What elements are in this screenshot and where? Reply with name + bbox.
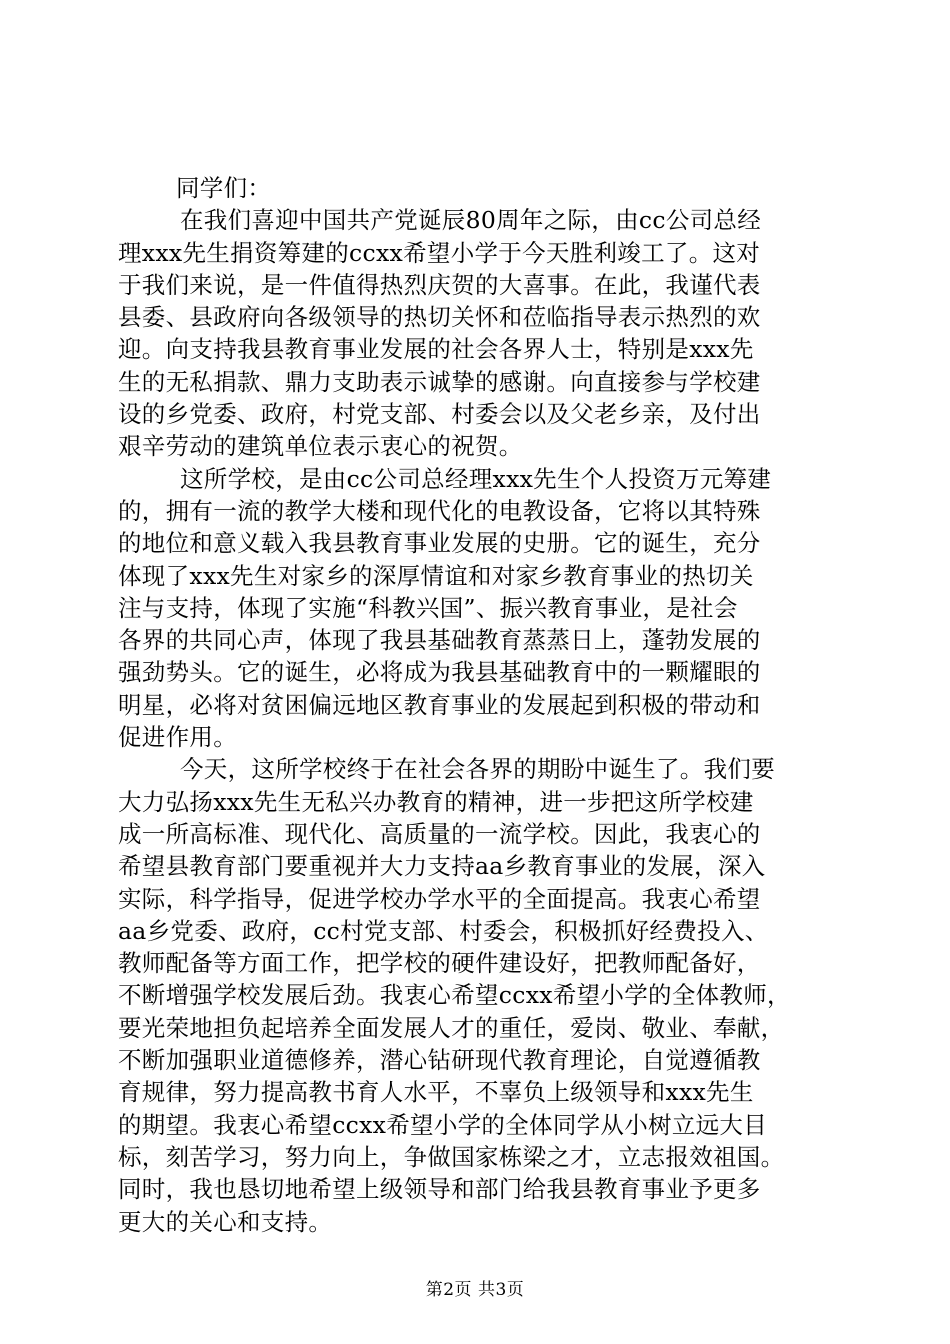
- paragraph-3-line-1: 今天，这所学校终于在社会各界的期盼中诞生了。我们要: [180, 755, 775, 784]
- paragraph-3-line-8: 不断增强学校发展后劲。我衷心希望ccxx希望小学的全体教师，: [118, 981, 791, 1010]
- paragraph-1-line-2: 理xxx先生捐资筹建的ccxx希望小学于今天胜利竣工了。这对: [118, 238, 761, 267]
- paragraph-3-line-12: 的期望。我衷心希望ccxx希望小学的全体同学从小树立远大目: [118, 1110, 768, 1139]
- paragraph-2-line-2: 的，拥有一流的教学大楼和现代化的电教设备，它将以其特殊: [118, 496, 761, 525]
- paragraph-1-line-6: 生的无私捐款、鼎力支助表示诚挚的感谢。向直接参与学校建: [118, 367, 761, 396]
- paragraph-3-line-5: 实际，科学指导，促进学校办学水平的全面提高。我衷心希望: [118, 884, 761, 913]
- paragraph-3-line-13: 标，刻苦学习，努力向上，争做国家栋梁之才，立志报效祖国。: [118, 1142, 785, 1171]
- paragraph-2-line-3: 的地位和意义载入我县教育事业发展的史册。它的诞生，充分: [118, 529, 761, 558]
- paragraph-2-line-4: 体现了xxx先生对家乡的深厚情谊和对家乡教育事业的热切关: [118, 561, 754, 590]
- paragraph-1-line-5: 迎。向支持我县教育事业发展的社会各界人士，特别是xxx先: [118, 335, 754, 364]
- paragraph-2-line-8: 明星，必将对贫困偏远地区教育事业的发展起到积极的带动和: [118, 690, 761, 719]
- paragraph-3-line-15: 更大的关心和支持。: [118, 1207, 333, 1236]
- paragraph-3-line-3: 成一所高标准、现代化、高质量的一流学校。因此，我衷心的: [118, 819, 761, 848]
- paragraph-1-line-3: 于我们来说，是一件值得热烈庆贺的大喜事。在此，我谨代表: [118, 270, 761, 299]
- paragraph-1-line-8: 艰辛劳动的建筑单位表示衷心的祝贺。: [118, 432, 523, 461]
- paragraph-3-line-9: 要光荣地担负起培养全面发展人才的重任，爱岗、敬业、奉献，: [118, 1013, 785, 1042]
- paragraph-1-line-4: 县委、县政府向各级领导的热切关怀和莅临指导表示热烈的欢: [118, 303, 761, 332]
- paragraph-3-line-2: 大力弘扬xxx先生无私兴办教育的精神，进一步把这所学校建: [118, 787, 754, 816]
- paragraph-3-line-10: 不断加强职业道德修养，潜心钻研现代教育理论，自觉遵循教: [118, 1046, 761, 1075]
- paragraph-2-line-9: 促进作用。: [118, 723, 237, 752]
- paragraph-2-line-1: 这所学校，是由cc公司总经理xxx先生个人投资万元筹建: [180, 464, 772, 493]
- paragraph-1-line-7: 设的乡党委、政府，村党支部、村委会以及父老乡亲，及付出: [118, 400, 761, 429]
- paragraph-3-line-6: aa乡党委、政府，cc村党支部、村委会，积极抓好经费投入、: [118, 916, 769, 945]
- paragraph-3-line-7: 教师配备等方面工作，把学校的硬件建设好，把教师配备好，: [118, 949, 761, 978]
- paragraph-3-line-4: 希望县教育部门要重视并大力支持aa乡教育事业的发展，深入: [118, 852, 766, 881]
- paragraph-1-line-1: 在我们喜迎中国共产党诞辰80周年之际，由cc公司总经: [180, 206, 762, 235]
- paragraph-2-line-5: 注与支持，体现了实施“科教兴国”、振兴教育事业，是社会: [118, 593, 738, 622]
- paragraph-2-line-6: 各界的共同心声，体现了我县基础教育蒸蒸日上，蓬勃发展的: [118, 626, 761, 655]
- page-number-footer: 第2页 共3页: [425, 1280, 525, 1300]
- document-body: [118, 172, 838, 1238]
- paragraph-3-line-11: 育规律，努力提高教书育人水平，不辜负上级领导和xxx先生: [118, 1078, 754, 1107]
- paragraph-3-line-14: 同时，我也恳切地希望上级领导和部门给我县教育事业予更多: [118, 1175, 761, 1204]
- salutation-line: 同学们：: [176, 174, 272, 202]
- paragraph-2-line-7: 强劲势头。它的诞生，必将成为我县基础教育中的一颗耀眼的: [118, 658, 761, 687]
